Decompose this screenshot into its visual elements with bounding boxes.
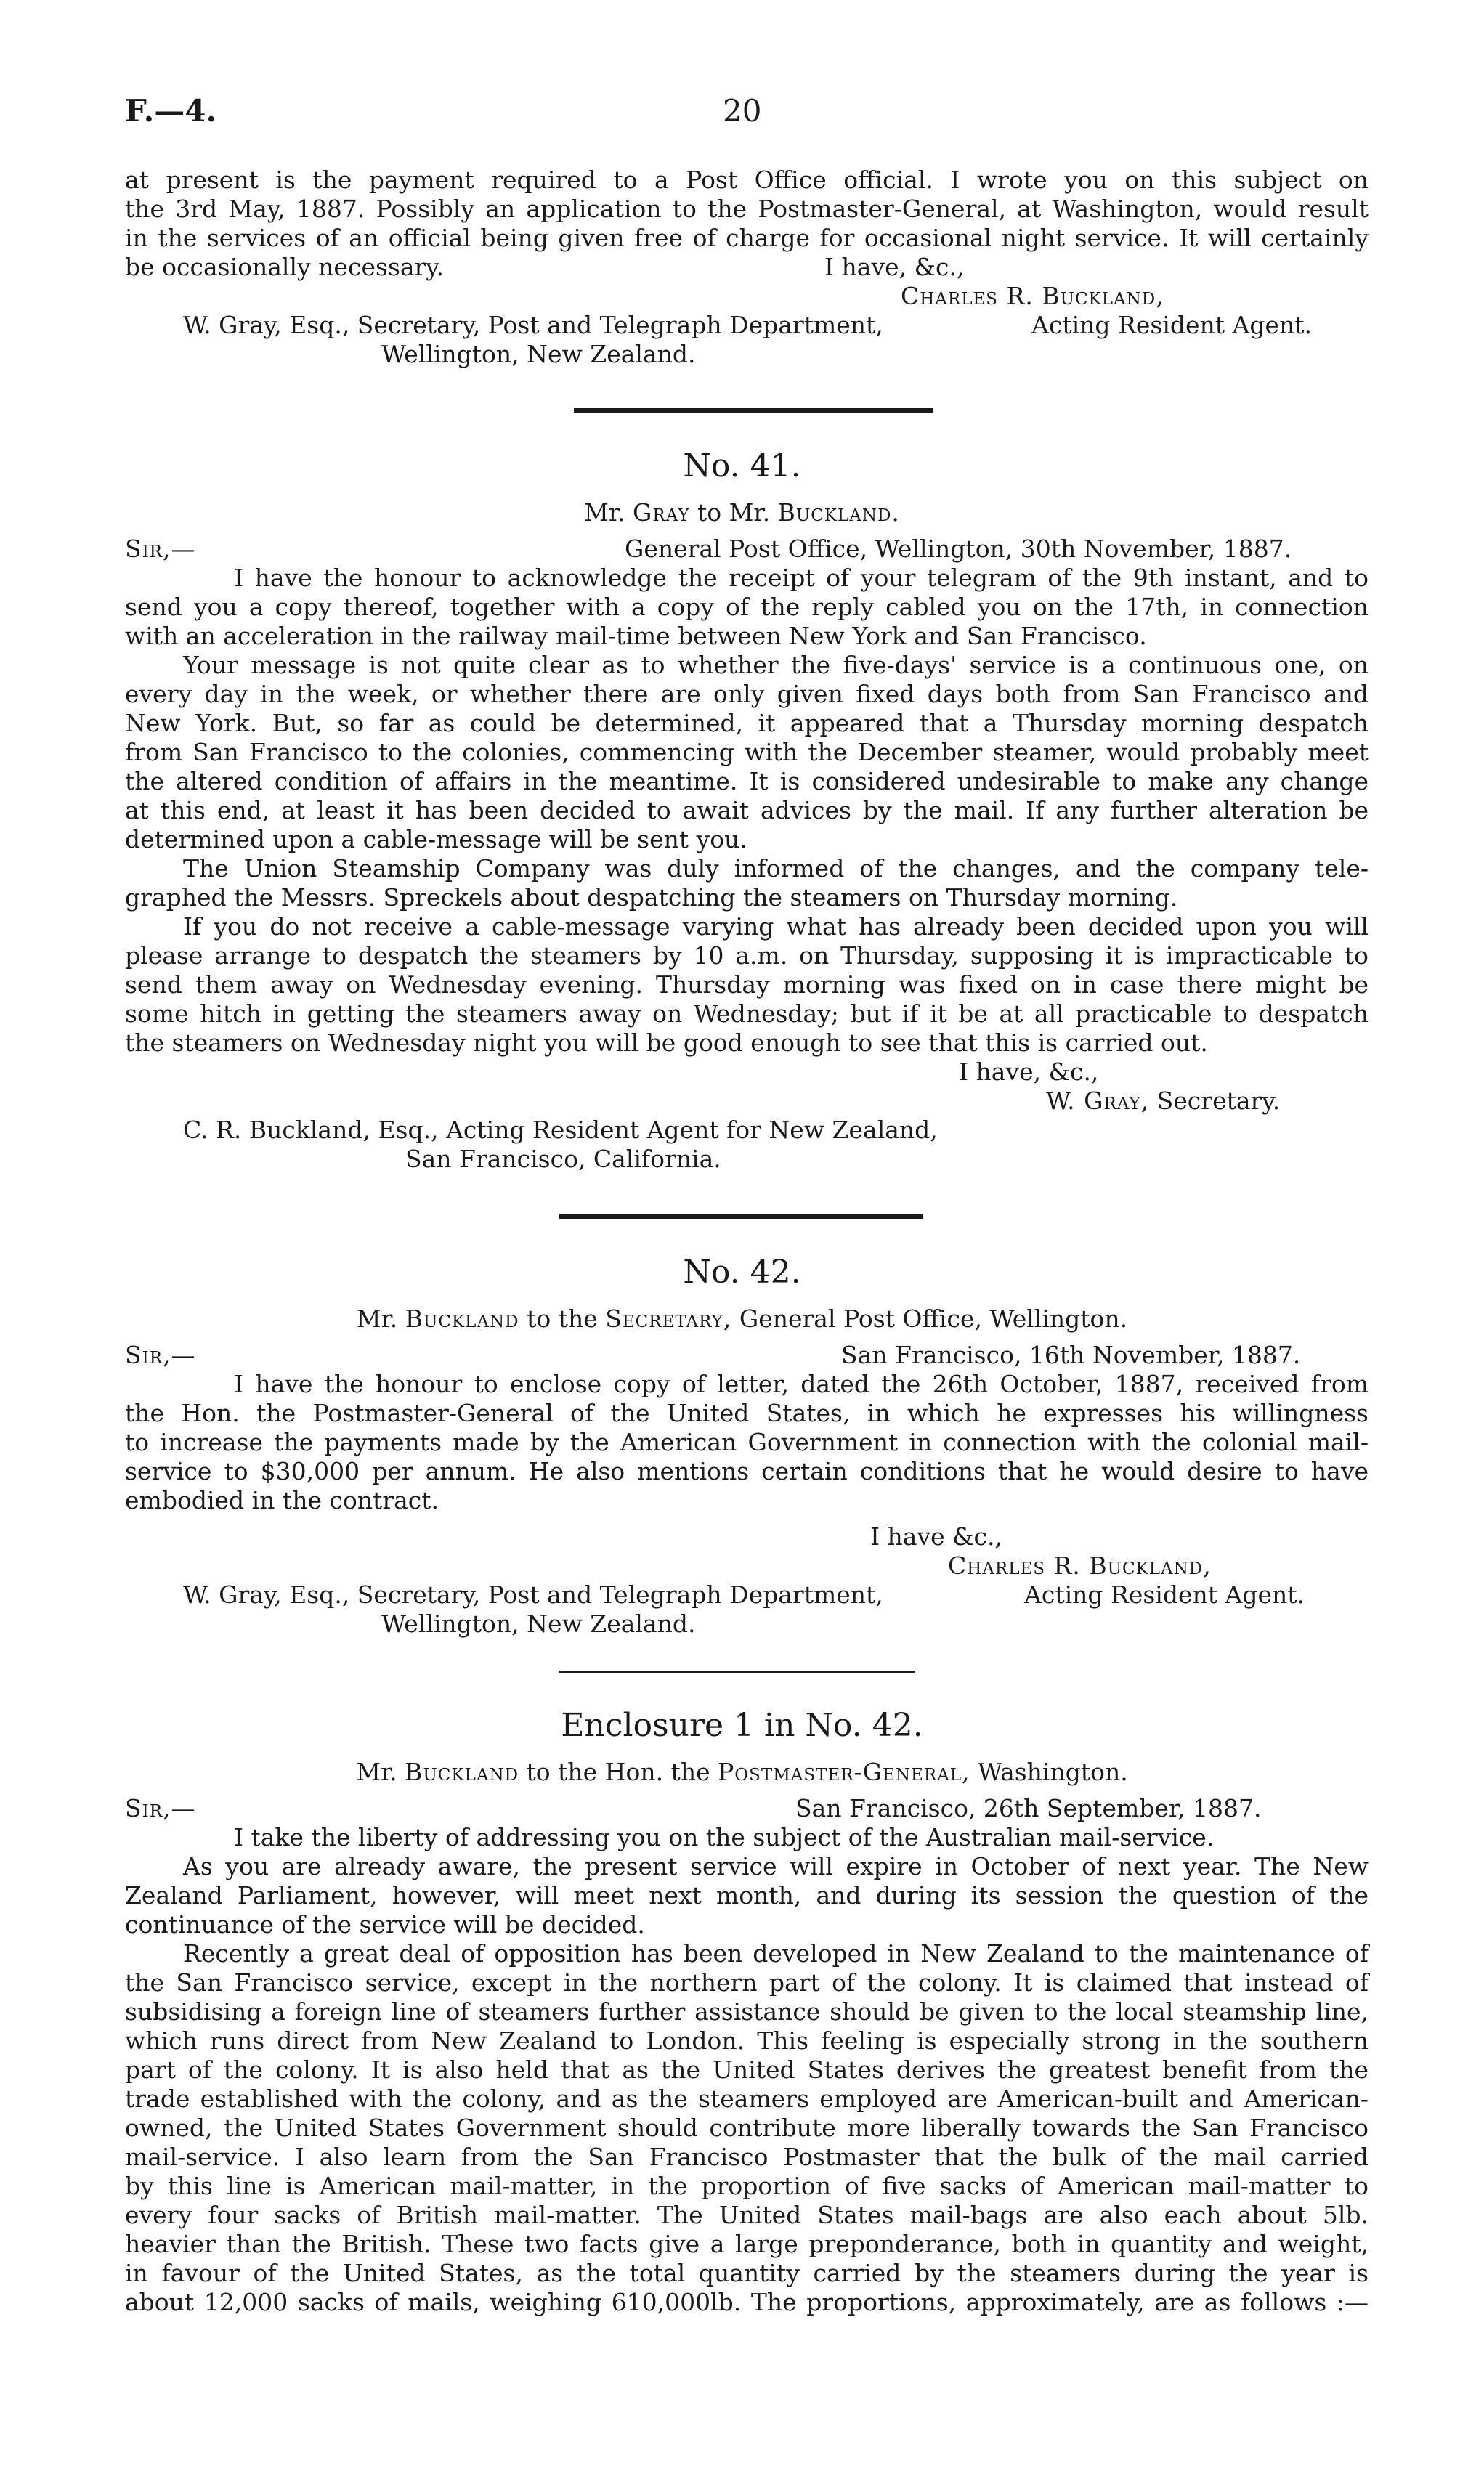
paragraph-line: from San Francisco to the colonies, commencing with the December steamer, would probably meet: [125, 738, 1369, 766]
paragraph-line: at present is the payment required to a Post Office official. I wrote you on this subject on: [125, 166, 1369, 194]
paragraph-line: trade established with the colony, and as the steamers employed are American-built and American-: [125, 2085, 1369, 2113]
paragraph-line: heavier than the British. These two facts give a large preponderance, both in quantity and weight,: [125, 2230, 1369, 2258]
paragraph-line: graphed the Messrs. Spreckels about despatching the steamers on Thursday morning.: [125, 883, 1178, 912]
addressee: C. R. Buckland, Esq., Acting Resident Agent for New Zealand,: [183, 1116, 938, 1144]
section-divider: [559, 1671, 915, 1673]
closing: I have &c.,: [870, 1522, 1002, 1551]
paragraph-line: by this line is American mail-matter, in the proportion of five sacks of American mail-matter to: [125, 2172, 1369, 2200]
addressee-place: Wellington, New Zealand.: [381, 340, 696, 368]
paragraph-line: every four sacks of British mail-matter. The United States mail-bags are also each about 5lb.: [125, 2201, 1369, 2229]
paragraph-line: the Hon. the Postmaster-General of the United States, in which he expresses his willingness: [125, 1399, 1369, 1427]
enclosure-title: Enclosure 1 in No. 42.: [561, 1707, 923, 1744]
paragraph-line: the 3rd May, 1887. Possibly an application to the Postmaster-General, at Washington, would result: [125, 195, 1369, 223]
paragraph-line: the San Francisco service, except in the northern part of the colony. It is claimed that instead of: [125, 1968, 1369, 1997]
section-divider: [559, 1214, 923, 1219]
letter-subtitle: Mr. Buckland to the Secretary, General Post Office, Wellington.: [356, 1305, 1128, 1333]
paragraph-line: Zealand Parliament, however, will meet next month, and during its session the question of the: [125, 1881, 1369, 1910]
paragraph-line: I have the honour to acknowledge the receipt of your telegram of the 9th instant, and to: [234, 564, 1369, 592]
section-divider: [574, 408, 933, 413]
paragraph-line: The Union Steamship Company was duly informed of the changes, and the company tele-: [183, 854, 1369, 882]
dateline: General Post Office, Wellington, 30th November, 1887.: [625, 535, 1292, 563]
paragraph-line: send them away on Wednesday evening. Thursday morning was fixed on in case there might be: [125, 970, 1369, 999]
enclosure-subtitle: Mr. Buckland to the Hon. the Postmaster-General, Washington.: [356, 1758, 1128, 1786]
paragraph-line: in the services of an official being given free of charge for occasional night service. It will certainly: [125, 224, 1369, 252]
paragraph-line: please arrange to despatch the steamers by 10 a.m. on Thursday, supposing it is impracticable to: [125, 941, 1369, 970]
addressee-place: San Francisco, California.: [405, 1145, 721, 1173]
paragraph-line: I take the liberty of addressing you on the subject of the Australian mail-service.: [234, 1823, 1215, 1851]
report-reference: F.—4.: [125, 93, 217, 129]
paragraph-line: every day in the week, or whether there are only given fixed days both from San Francisco and: [125, 680, 1369, 708]
paragraph-line: be occasionally necessary.: [125, 253, 445, 281]
paragraph-line: part of the colony. It is also held that as the United States derives the greatest benefit from the: [125, 2056, 1369, 2084]
paragraph-line: the altered condition of affairs in the meantime. It is considered undesirable to make any change: [125, 767, 1369, 795]
letter-subtitle: Mr. Gray to Mr. Buckland.: [584, 498, 900, 527]
paragraph-line: to increase the payments made by the American Government in connection with the colonial mail-: [125, 1428, 1369, 1456]
paragraph-line: with an acceleration in the railway mail-time between New York and San Francisco.: [125, 622, 1147, 650]
paragraph-line: mail-service. I also learn from the San Francisco Postmaster that the bulk of the mail carried: [125, 2143, 1369, 2171]
paragraph-line: embodied in the contract.: [125, 1486, 439, 1514]
paragraph-line: As you are already aware, the present service will expire in October of next year. The New: [183, 1852, 1369, 1880]
paragraph-line: Your message is not quite clear as to whether the five-days' service is a continuous one, on: [183, 651, 1369, 679]
paragraph-line: continuance of the service will be decided.: [125, 1910, 645, 1939]
addressee-place: Wellington, New Zealand.: [381, 1610, 696, 1638]
signature: Charles R. Buckland,: [901, 282, 1164, 310]
page-number: 20: [723, 93, 762, 129]
paragraph-line: New York. But, so far as could be determined, it appeared that a Thursday morning despatch: [125, 709, 1369, 737]
signer-title: Acting Resident Agent.: [1031, 311, 1313, 339]
paragraph-line: send you a copy thereof, together with a copy of the reply cabled you on the 17th, in connection: [125, 593, 1369, 621]
paragraph-line: owned, the United States Government should contribute more liberally towards the San Francisco: [125, 2114, 1369, 2142]
dateline: San Francisco, 16th November, 1887.: [841, 1341, 1301, 1369]
closing: I have, &c.,: [959, 1058, 1099, 1086]
paragraph-line: subsidising a foreign line of steamers further assistance should be given to the local steamship line,: [125, 1997, 1369, 2026]
letter-title: No. 41.: [683, 447, 801, 484]
paragraph-line: in favour of the United States, as the total quantity carried by the steamers during the year is: [125, 2259, 1369, 2287]
paragraph-line: Recently a great deal of opposition has been developed in New Zealand to the maintenance of: [183, 1939, 1369, 1968]
salutation: Sir,—: [125, 535, 196, 563]
letter-title: No. 42.: [683, 1254, 801, 1291]
addressee: W. Gray, Esq., Secretary, Post and Telegraph Department,: [183, 1581, 883, 1609]
paragraph-line: which runs direct from New Zealand to London. This feeling is especially strong in the southern: [125, 2026, 1369, 2055]
paragraph-line: about 12,000 sacks of mails, weighing 610,000lb. The proportions, approximately, are as follows :—: [125, 2288, 1369, 2316]
closing: I have, &c.,: [824, 253, 965, 281]
paragraph-line: determined upon a cable-message will be sent you.: [125, 825, 747, 853]
paragraph-line: at this end, at least it has been decided to await advices by the mail. If any further alteration be: [125, 796, 1369, 824]
signature: W. Gray, Secretary.: [1046, 1087, 1281, 1115]
addressee: W. Gray, Esq., Secretary, Post and Telegraph Department,: [183, 311, 883, 339]
signer-title: Acting Resident Agent.: [1024, 1581, 1305, 1609]
signature: Charles R. Buckland,: [948, 1551, 1212, 1580]
paragraph-line: some hitch in getting the steamers away on Wednesday; but if it be at all practicable to despatch: [125, 999, 1369, 1028]
salutation: Sir,—: [125, 1794, 196, 1822]
paragraph-line: I have the honour to enclose copy of letter, dated the 26th October, 1887, received from: [234, 1370, 1369, 1398]
paragraph-line: the steamers on Wednesday night you will be good enough to see that this is carried out.: [125, 1028, 1208, 1057]
salutation: Sir,—: [125, 1341, 196, 1369]
dateline: San Francisco, 26th September, 1887.: [795, 1794, 1262, 1822]
paragraph-line: service to $30,000 per annum. He also mentions certain conditions that he would desire to have: [125, 1457, 1369, 1485]
paragraph-line: If you do not receive a cable-message varying what has already been decided upon you will: [183, 912, 1369, 941]
